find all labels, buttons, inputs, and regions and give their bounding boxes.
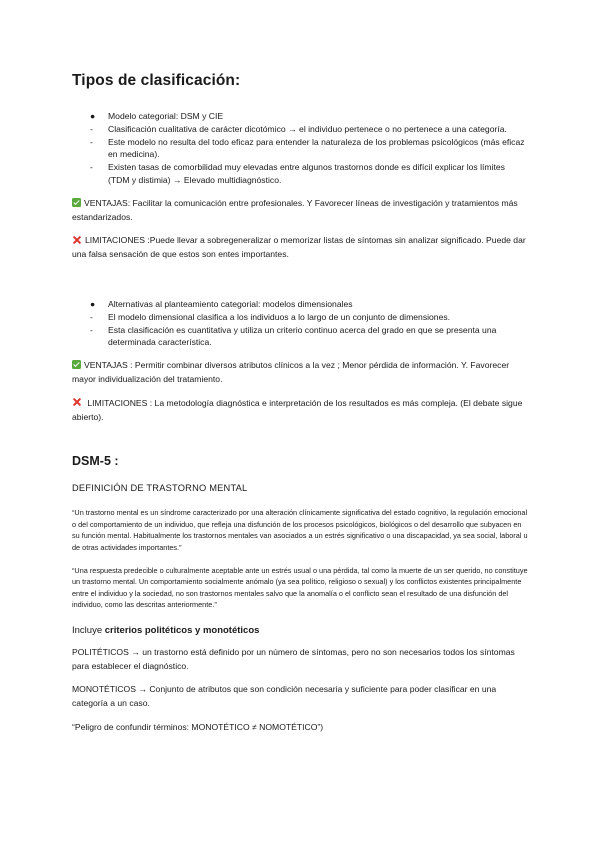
list-marker: - [90, 123, 93, 134]
terms-warning: “Peligro de confundir términos: MONOTÉTICO ≠ NOMOTÉTICO”) [72, 722, 324, 733]
check-mark-icon [72, 360, 81, 369]
list-marker: ● [90, 298, 96, 309]
list-marker: - [90, 324, 93, 335]
list-item [72, 298, 528, 311]
politeticos-paragraph: POLITÉTICOS → un trastorno está definido por un número de síntomas, pero no son necesarios todos los síntomas para establecer el diagnóstico. [72, 646, 515, 671]
limitaciones-dimensional [72, 397, 528, 425]
list-marker: - [90, 311, 93, 322]
section-title-dsm5: DSM-5 : [72, 454, 119, 469]
definition-quote-2: “Una respuesta predecible o culturalmente aceptable ante un estrés usual o una pérdida, tal como la muerte de un ser querido, no constituye un trastorno mental. Un comportamiento socialmente anómalo (ya sea político, religioso o sexual) y los conflictos existentes principalmente entre el individuo y la sociedad, no son trastornos mentales salvo que la anomalía o el conflicto sean el resultado de una disfunción del individuo, como las descritas anteriormente.” [72, 565, 528, 610]
list-item [72, 123, 528, 136]
ventajas-dimensional [72, 359, 528, 387]
check-mark-icon [72, 198, 81, 207]
limitaciones-text: LIMITACIONES :Puede llevar a sobregeneralizar o memorizar listas de síntomas sin analizar significado. Puede dar una falsa sensación de que estos son entes importantes. [72, 235, 526, 260]
cross-mark-icon [72, 398, 82, 407]
limitaciones-text: LIMITACIONES : La metodología diagnóstica e interpretación de los resultados es más compleja. (El debate sigue abierto). [72, 397, 523, 422]
categorial-list [72, 110, 528, 187]
criteria-prefix: Incluye [72, 624, 105, 636]
list-item [72, 110, 528, 123]
list-item-text: Clasificación cualitativa de carácter dicotómico → el individuo pertenece o no pertenece a una categoría. [108, 123, 507, 134]
ventajas-text: VENTAJAS : Permitir combinar diversos atributos clínicos a la vez ; Menor pérdida de información. Y. Favorecer mayor individualización del tratamiento. [72, 360, 510, 384]
definition-subtitle: DEFINICIÓN DE TRASTORNO MENTAL [72, 483, 248, 494]
criteria-heading [72, 625, 528, 636]
monoteticos-paragraph: MONOTÉTICOS → Conjunto de atributos que son condición necesaria y suficiente para poder clasificar en una categoría a un caso. [72, 684, 497, 709]
list-item [72, 136, 528, 162]
limitaciones-categorial [72, 234, 528, 262]
list-marker: - [90, 136, 93, 147]
list-item [72, 161, 528, 187]
definition-quote-1: “Un trastorno mental es un síndrome caracterizado por una alteración clínicamente significativa del estado cognitivo, la regulación emocional o del comportamiento de un individuo, que refleja una disfunción de los procesos psicológicos, biológicos o del desarrollo que subyacen en su función mental. Habitualmente los trastornos mentales van asociados a un estrés significativo o una discapacidad, ya sea social, laboral u de otras actividades importantes.” [72, 508, 528, 552]
cross-mark-icon [72, 235, 82, 244]
ventajas-categorial [72, 197, 528, 225]
list-item-text: Alternativas al planteamiento categorial: modelos dimensionales [108, 298, 353, 309]
list-item [72, 311, 528, 324]
list-item-text: El modelo dimensional clasifica a los individuos a lo largo de un conjunto de dimensiones. [108, 311, 451, 322]
list-item [72, 324, 528, 350]
ventajas-text: VENTAJAS: Facilitar la comunicación entre profesionales. Y Favorecer líneas de investigación y tratamientos más estandarizados. [72, 197, 518, 222]
list-item-text: Existen tasas de comorbilidad muy elevadas entre algunos trastornos donde es difícil explicar los límites (TDM y distimia) → Elevado multidiagnóstico. [108, 162, 505, 185]
list-marker: - [90, 162, 93, 173]
section-title-tipos: Tipos de clasificación: [72, 72, 241, 89]
dimensional-list [72, 298, 528, 349]
list-item-text: Esta clasificación es cuantitativa y utiliza un criterio continuo acerca del grado en que se presenta una determinada característica. [108, 324, 497, 348]
list-marker: ● [90, 111, 96, 121]
list-item-text: Modelo categorial: DSM y CIE [108, 111, 224, 121]
criteria-bold: criterios politéticos y monotéticos [104, 624, 260, 636]
list-item-text: Este modelo no resulta del todo eficaz para entender la naturaleza de los problemas psicológicos (más eficaz en medicina). [108, 136, 525, 160]
